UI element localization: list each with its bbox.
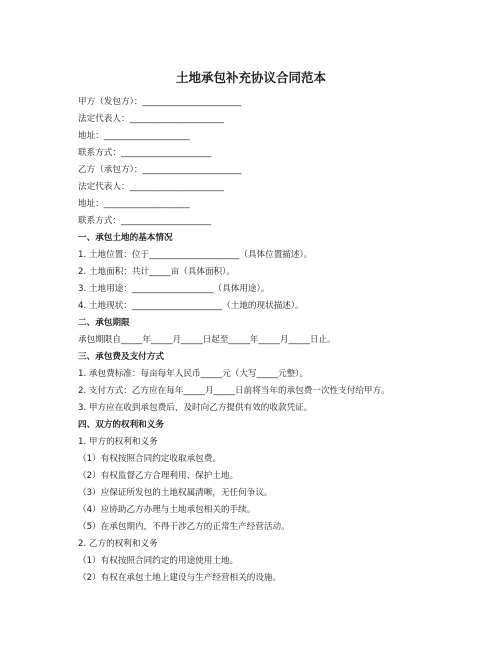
document-title: 土地承包补充协议合同范本 <box>175 70 326 85</box>
clause-land-location: 1. 土地位置：位于_____________________（具体位置描述）。 <box>78 250 313 260</box>
clause-a-3: （3）应保证所发包的土地权属清晰，无任何争议。 <box>78 488 273 498</box>
party-a-field: 甲方（发包方）：_______________________ <box>78 97 242 107</box>
party-a-address-field: 地址：____________________ <box>78 131 190 141</box>
section-heading-term: 二、承包期限 <box>78 318 130 328</box>
clause-receipt: 3. 甲方应在收到承包费后，及时向乙方提供有效的收款凭证。 <box>78 403 313 413</box>
section-heading-land-info: 一、承包土地的基本情况 <box>78 233 173 243</box>
subsection-party-a-rights: 1. 甲方的权利和义务 <box>78 437 158 447</box>
clause-b-1: （1）有权按照合同约定的用途使用土地。 <box>78 556 239 566</box>
section-heading-fees: 三、承包费及支付方式 <box>78 352 164 362</box>
clause-a-5: （5）在承包期内，不得干涉乙方的正常生产经营活动。 <box>78 522 290 532</box>
party-b-representative-field: 法定代表人：______________________ <box>78 182 225 192</box>
clause-payment-method: 2. 支付方式：乙方应在每年_____月_____日前将当年的承包费一次性支付给甲方。 <box>78 386 390 396</box>
party-a-representative-field: 法定代表人：______________________ <box>78 114 225 124</box>
clause-a-4: （4）应协助乙方办理与土地承包相关的手续。 <box>78 505 256 515</box>
party-b-address-field: 地址：____________________ <box>78 199 190 209</box>
clause-land-status: 4. 土地现状：_____________________（土地的现状描述）。 <box>78 301 304 311</box>
clause-land-use: 3. 土地用途：___________________（具体用途）。 <box>78 284 270 294</box>
section-heading-rights: 四、双方的权利和义务 <box>78 420 164 430</box>
clause-land-area: 2. 土地面积：共计_____亩（具体面积）。 <box>78 267 236 277</box>
subsection-party-b-rights: 2. 乙方的权利和义务 <box>78 539 158 549</box>
clause-a-1: （1）有权按照合同约定收取承包费。 <box>78 454 221 464</box>
clause-fee-standard: 1. 承包费标准：每亩每年人民币_____元（大写_____元整）。 <box>78 369 309 379</box>
clause-b-2: （2）有权在承包土地上建设与生产经营相关的设施。 <box>78 573 282 583</box>
party-b-field: 乙方（承包方）：_______________________ <box>78 165 242 175</box>
party-a-contact-field: 联系方式：_____________________ <box>78 148 212 158</box>
clause-a-2: （2）有权监督乙方合理利用、保护土地。 <box>78 471 239 481</box>
clause-term: 承包期限自_____年_____月_____日起至_____年_____月_____日止。 <box>78 335 336 345</box>
party-b-contact-field: 联系方式：_____________________ <box>78 216 212 226</box>
